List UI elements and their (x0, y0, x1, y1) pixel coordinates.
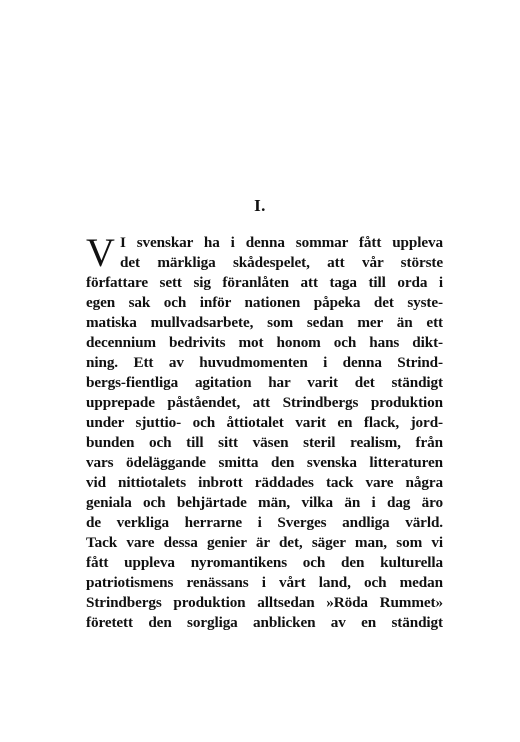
text-line: decennium bedrivits mot honom och hans dikt- (86, 334, 443, 351)
drop-cap: V (86, 230, 115, 275)
text-line: matiska mullvadsarbete, som sedan mer än ett (86, 314, 443, 331)
text-line: författare sett sig föranlåten att taga till orda i (86, 274, 443, 291)
text-line: under sjuttio- och åttiotalet varit en flack, jord- (86, 414, 443, 431)
chapter-heading: I. (254, 196, 266, 215)
text-line: ning. Ett av huvudmomenten i denna Strind- (86, 354, 443, 371)
text-line: de verkliga herrarne i Sverges andliga värld. (86, 514, 443, 531)
text-line: det märkliga skådespelet, att vår störste (120, 254, 443, 271)
text-line: Strindbergs produktion alltsedan »Röda Rummet» (86, 594, 443, 611)
text-line: bergs-fientliga agitation har varit det ständigt (86, 374, 443, 391)
text-line: bunden och till sitt väsen steril realism, från (86, 434, 443, 451)
body-text (86, 230, 443, 633)
text-line: I svenskar ha i denna sommar fått uppleva (120, 234, 443, 251)
text-line: egen sak och inför nationen påpeka det syste- (86, 294, 443, 311)
text-line: företett den sorgliga anblicken av en ständigt (86, 614, 443, 631)
text-line: vid nittiotalets inbrott räddades tack vare några (86, 474, 443, 491)
text-line: Tack vare dessa genier är det, säger man, som vi (86, 534, 443, 551)
text-line: patriotismens renässans i vårt land, och medan (86, 574, 443, 591)
text-line: geniala och behjärtade män, vilka än i dag äro (86, 494, 443, 511)
text-line: vars ödeläggande smitta den svenska litteraturen (86, 454, 443, 471)
text-line: upprepade påståendet, att Strindbergs produktion (86, 394, 443, 411)
text-line: fått uppleva nyromantikens och den kulturella (86, 554, 443, 571)
